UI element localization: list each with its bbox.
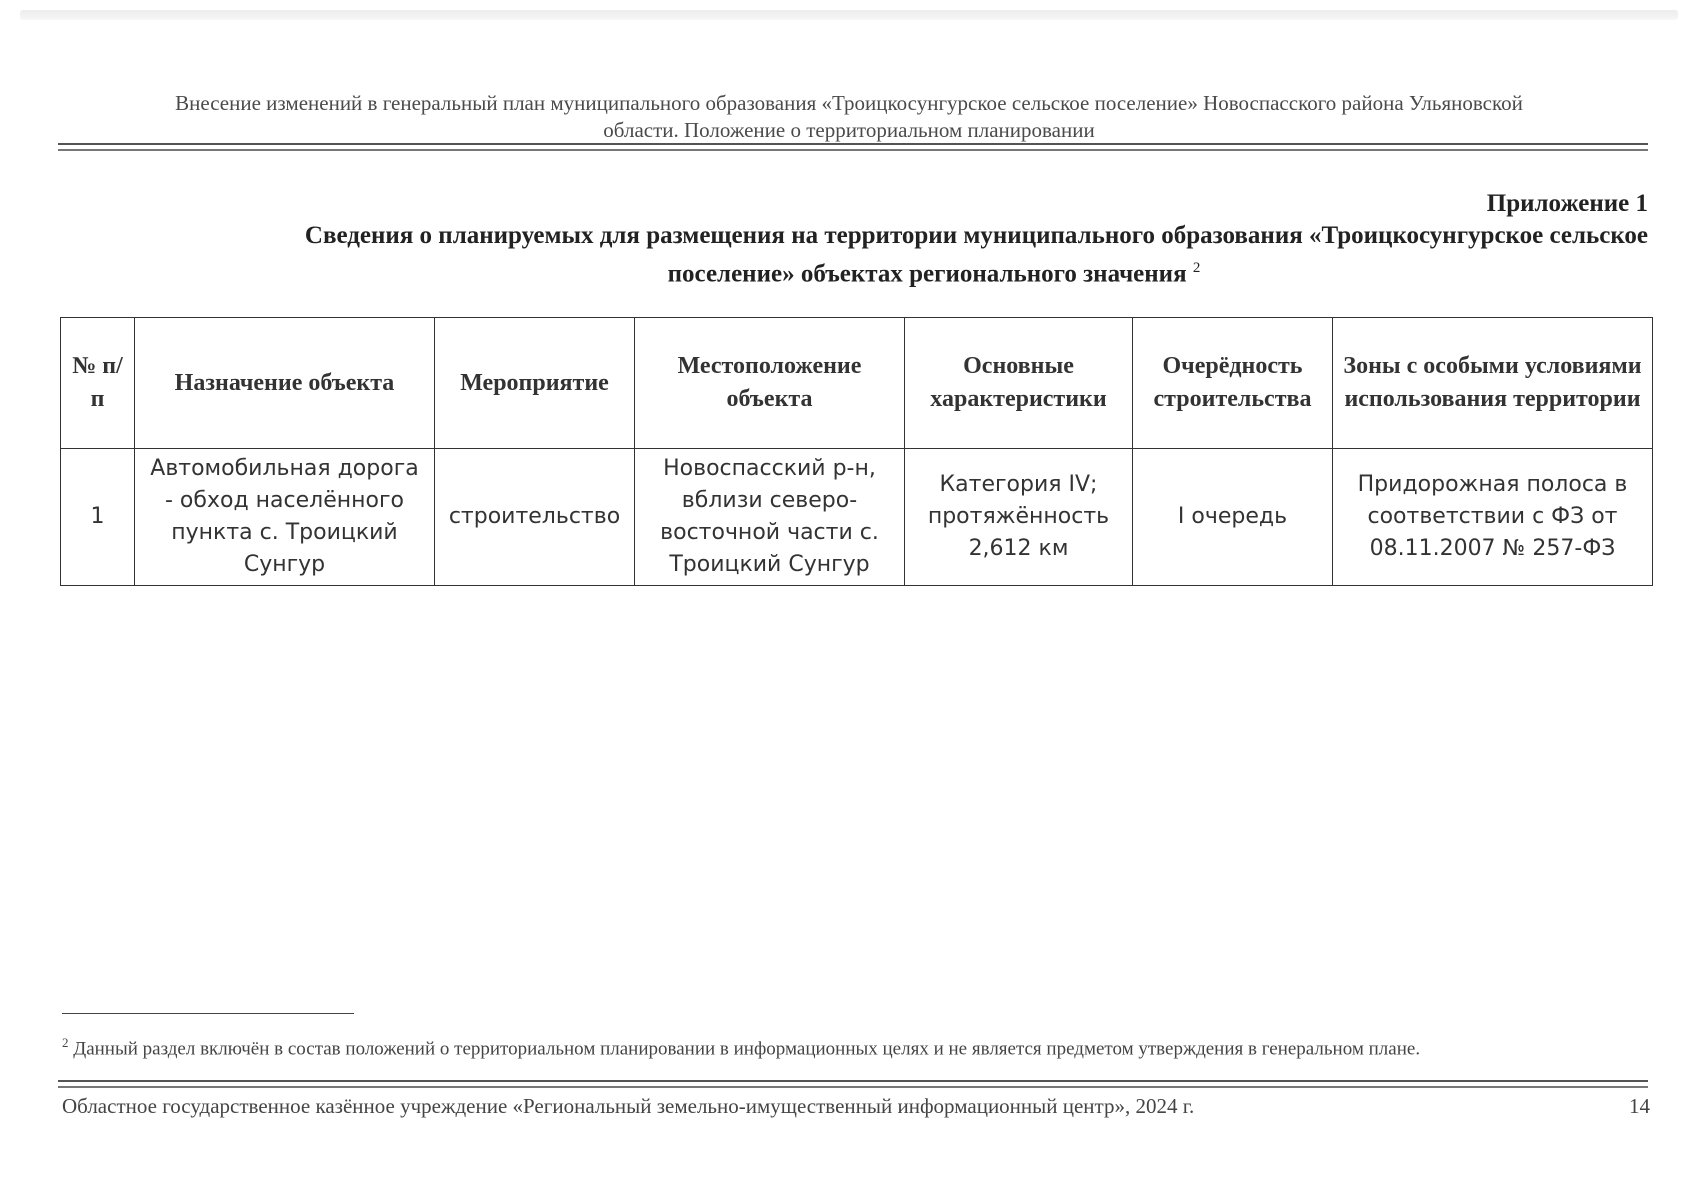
column-header-characteristics: Основные характеристики — [905, 318, 1133, 449]
column-header-location: Местоположение объекта — [635, 318, 905, 449]
document-title-line2-text: поселение» объектах регионального значения — [667, 260, 1187, 288]
cell-zones: Придорожная полоса в соответствии с ФЗ от 08.11.2007 № 257-ФЗ — [1333, 449, 1653, 586]
cell-location: Новоспасский р-н, вблизи северо-восточной части с. Троицкий Сунгур — [635, 449, 905, 586]
header-divider — [58, 143, 1648, 151]
footnote-reference: 2 — [1192, 260, 1201, 276]
objects-table — [60, 317, 1653, 586]
cell-characteristics: Категория IV; протяжённость 2,612 км — [905, 449, 1133, 586]
column-header-zones: Зоны с особыми условиями использования территории — [1333, 318, 1653, 449]
footer-organization: Областное государственное казённое учреждение «Региональный земельно-имущественный информационный центр», 2024 г. — [62, 1094, 1195, 1118]
column-header-number: № п/п — [61, 318, 135, 449]
cell-number: 1 — [61, 449, 135, 586]
page-footer — [62, 1094, 1650, 1119]
footnote-text: Данный раздел включён в состав положений о территориальном планировании в информационных целях и не является предметом утверждения в генеральном плане. — [73, 1038, 1421, 1060]
column-header-order: Очерёдность строительства — [1133, 318, 1333, 449]
document-title-line1: Сведения о планируемых для размещения на территории муниципального образования «Троицкосунгурское сельское — [304, 222, 1648, 249]
footnote-marker: 2 — [62, 1035, 69, 1050]
footnote — [62, 1030, 1650, 1062]
cell-purpose: Автомобильная дорога - обход населённого пункта с. Троицкий Сунгур — [135, 449, 435, 586]
footnote-separator — [62, 1013, 354, 1014]
document-title — [100, 220, 1648, 290]
running-header-line2: области. Положение о территориальном планировании — [603, 118, 1095, 142]
footer-divider — [58, 1080, 1648, 1088]
appendix-label: Приложение 1 — [1486, 190, 1648, 217]
column-header-action: Мероприятие — [435, 318, 635, 449]
running-header — [60, 90, 1638, 144]
running-header-line1: Внесение изменений в генеральный план муниципального образования «Троицкосунгурское сельское поселение» Новоспасского района Ульяновской — [175, 91, 1523, 115]
page-number: 14 — [1629, 1094, 1650, 1118]
table-header-row — [61, 318, 1653, 449]
cell-order: I очередь — [1133, 449, 1333, 586]
column-header-purpose: Назначение объекта — [135, 318, 435, 449]
table-row — [61, 449, 1653, 586]
cell-action: строительство — [435, 449, 635, 586]
document-title-line2 — [100, 252, 1648, 290]
scan-edge — [20, 10, 1678, 20]
